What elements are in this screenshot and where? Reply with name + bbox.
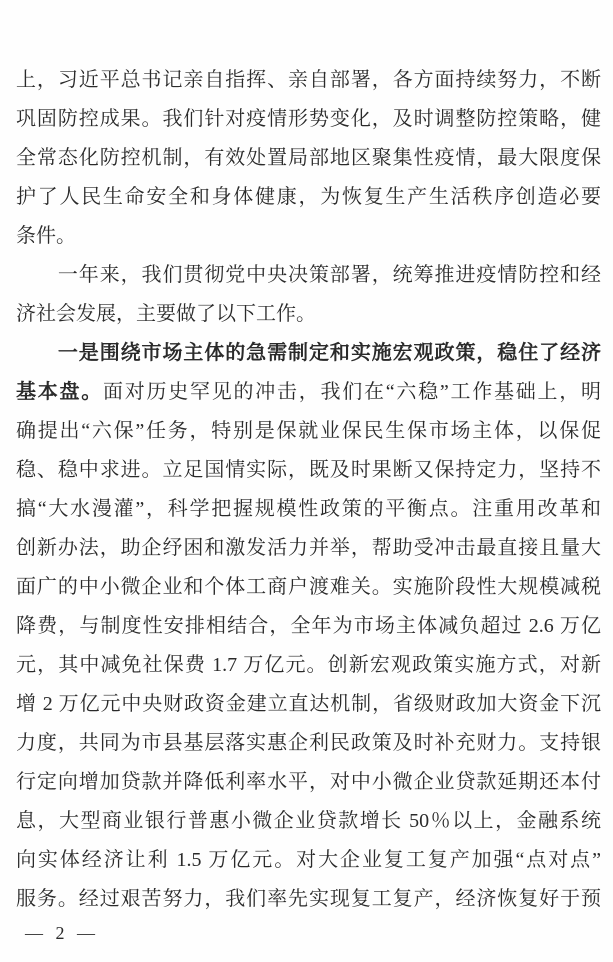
text-line bbox=[16, 490, 601, 529]
text-line bbox=[16, 802, 601, 841]
text-run: 元，其中减免社保费 1.7 万亿元。创新宏观政策实施方式，对新 bbox=[16, 654, 601, 676]
text-line bbox=[16, 100, 601, 139]
text-run: 巩固防控成果。我们针对疫情形势变化，及时调整防控策略，健 bbox=[16, 108, 601, 130]
text-run: 向实体经济让利 1.5 万亿元。对大企业复工复产加强“点对点” bbox=[16, 849, 601, 871]
bold-run: 基本盘。 bbox=[16, 381, 103, 403]
text-line bbox=[16, 178, 601, 217]
text-line bbox=[16, 607, 601, 646]
text-run: 创新办法，助企纾困和激发活力并举，帮助受冲击最直接且量大 bbox=[16, 537, 601, 559]
bold-run: 一是围绕市场主体的急需制定和实施宏观政策，稳住了经济 bbox=[16, 342, 601, 364]
text-line bbox=[16, 724, 601, 763]
body-text bbox=[16, 61, 601, 919]
text-run: 息，大型商业银行普惠小微企业贷款增长 50％以上，金融系统 bbox=[16, 810, 601, 832]
text-run: 力度，共同为市县基层落实惠企利民政策及时补充财力。支持银 bbox=[16, 732, 601, 754]
text-run: 稳、稳中求进。立足国情实际，既及时果断又保持定力，坚持不 bbox=[16, 459, 601, 481]
text-line bbox=[16, 646, 601, 685]
text-run: 条件。 bbox=[16, 225, 76, 247]
text-line bbox=[16, 334, 601, 373]
text-line bbox=[16, 880, 601, 919]
text-line bbox=[16, 763, 601, 802]
text-run: 面对历史罕见的冲击，我们在“六稳”工作基础上，明 bbox=[103, 381, 601, 403]
text-line bbox=[16, 841, 601, 880]
text-run: 一年来，我们贯彻党中央决策部署，统筹推进疫情防控和经 bbox=[16, 264, 601, 286]
page-number: — 2 — bbox=[25, 923, 99, 943]
text-line bbox=[16, 529, 601, 568]
text-line bbox=[16, 295, 601, 334]
text-run: 服务。经过艰苦努力，我们率先实现复工复产，经济恢复好于预 bbox=[16, 888, 601, 910]
text-line bbox=[16, 256, 601, 295]
text-run: 上，习近平总书记亲自指挥、亲自部署，各方面持续努力，不断 bbox=[16, 69, 601, 91]
text-run: 护了人民生命安全和身体健康，为恢复生产生活秩序创造必要 bbox=[16, 186, 601, 208]
text-run: 行定向增加贷款并降低利率水平，对中小微企业贷款延期还本付 bbox=[16, 771, 601, 793]
text-run: 降费，与制度性安排相结合，全年为市场主体减负超过 2.6 万亿 bbox=[16, 615, 601, 637]
text-line bbox=[16, 412, 601, 451]
text-line bbox=[16, 568, 601, 607]
text-line bbox=[16, 685, 601, 724]
text-run: 增 2 万亿元中央财政资金建立直达机制，省级财政加大资金下沉 bbox=[16, 693, 601, 715]
text-line bbox=[16, 451, 601, 490]
text-line bbox=[16, 217, 601, 256]
text-line bbox=[16, 373, 601, 412]
text-line bbox=[16, 139, 601, 178]
text-run: 面广的中小微企业和个体工商户渡难关。实施阶段性大规模减税 bbox=[16, 576, 601, 598]
text-run: 全常态化防控机制，有效处置局部地区聚集性疫情，最大限度保 bbox=[16, 147, 601, 169]
text-run: 确提出“六保”任务，特别是保就业保民生保市场主体，以保促 bbox=[16, 420, 601, 442]
text-line bbox=[16, 61, 601, 100]
text-run: 搞“大水漫灌”，科学把握规模性政策的平衡点。注重用改革和 bbox=[16, 498, 601, 520]
text-run: 济社会发展，主要做了以下工作。 bbox=[16, 303, 316, 325]
